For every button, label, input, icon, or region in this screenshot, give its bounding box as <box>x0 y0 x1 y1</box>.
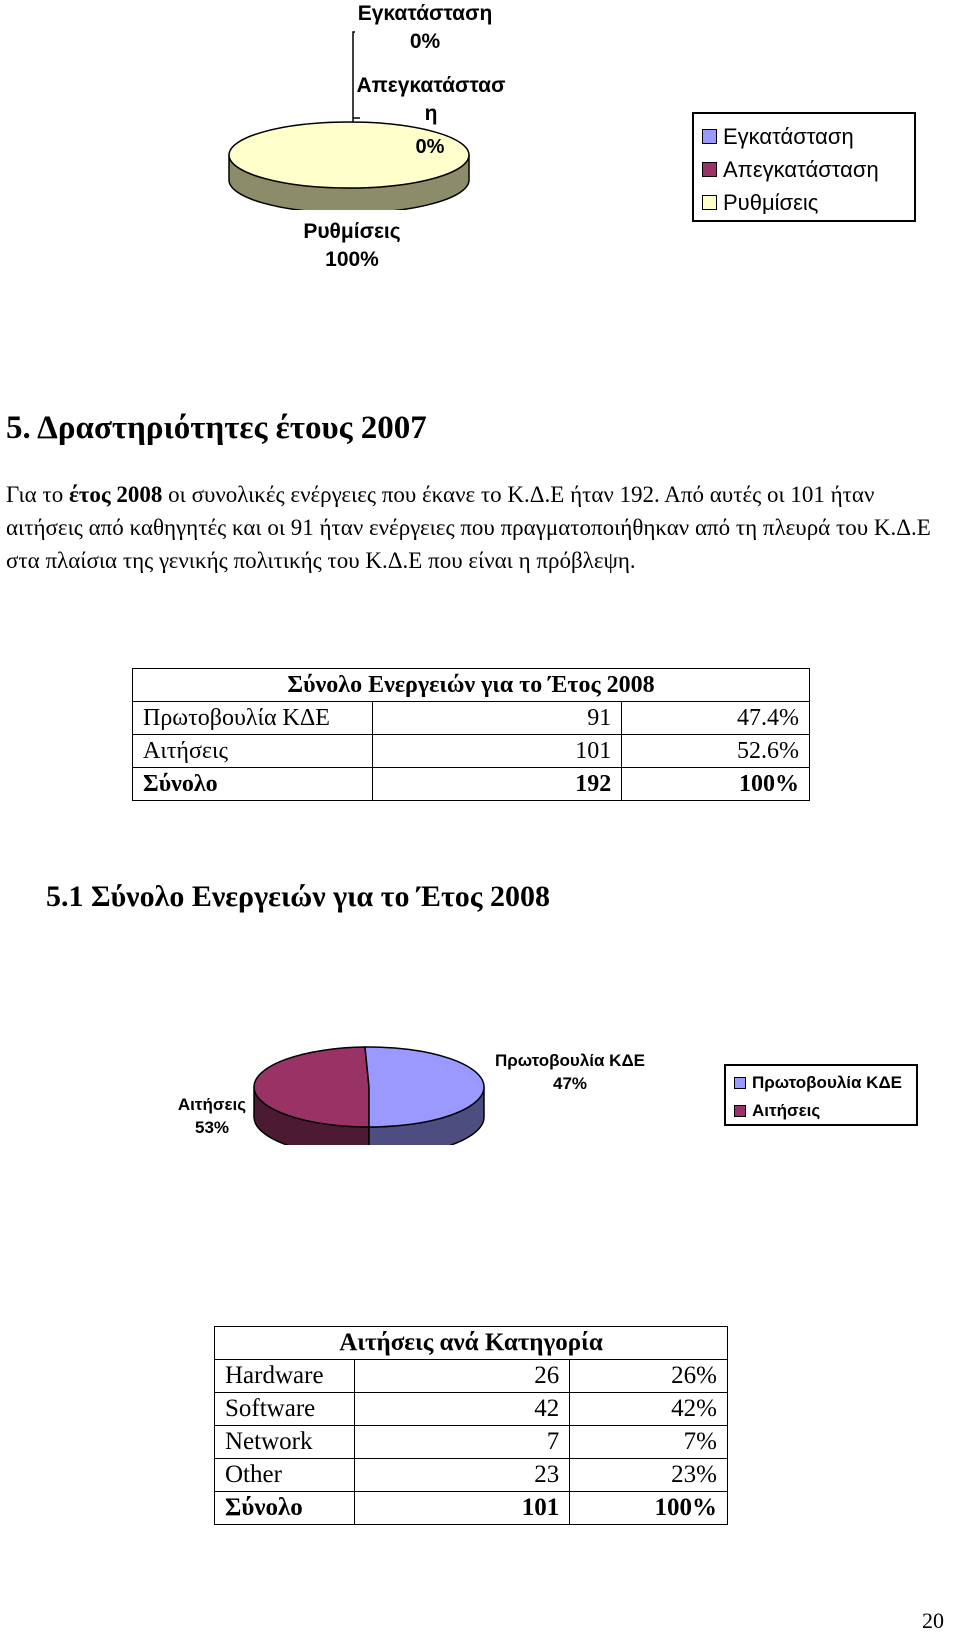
cell-count: 91 <box>372 702 621 735</box>
cell-count: 101 <box>354 1492 569 1525</box>
cell-count: 7 <box>354 1426 569 1459</box>
table-row <box>215 1393 728 1426</box>
legend-item-uninstall <box>702 153 906 186</box>
cell-pct: 26% <box>570 1360 728 1393</box>
cell-label: Σύνολο <box>215 1492 355 1525</box>
legend-swatch-uninstall <box>702 162 717 177</box>
table-row <box>133 702 810 735</box>
page-number: 20 <box>922 1608 944 1633</box>
cell-pct: 7% <box>570 1426 728 1459</box>
cell-label: Σύνολο <box>133 768 373 801</box>
table-total-row <box>215 1492 728 1525</box>
legend-swatch-initiative <box>734 1077 746 1089</box>
label-settings: Ρυθμίσεις 100% <box>303 220 401 272</box>
para-prefix: Για το <box>6 482 69 507</box>
legend-swatch-settings <box>702 195 717 210</box>
legend-swatch-requests <box>734 1105 746 1117</box>
legend-label-initiative: Πρωτοβουλία ΚΔΕ <box>752 1073 903 1092</box>
cell-count: 26 <box>354 1360 569 1393</box>
cell-pct: 100% <box>622 768 810 801</box>
table-title-row <box>215 1327 728 1360</box>
cell-count: 23 <box>354 1459 569 1492</box>
cell-pct: 47.4% <box>622 702 810 735</box>
pie-chart-2 <box>250 1040 490 1145</box>
cell-count: 192 <box>372 768 621 801</box>
cell-label: Hardware <box>215 1360 355 1393</box>
table-title: Αιτήσεις ανά Κατηγορία <box>215 1327 728 1360</box>
table-row <box>215 1459 728 1492</box>
section-5-heading: 5. Δραστηριότητες έτους 2007 <box>6 410 427 446</box>
legend-label-requests: Αιτήσεις <box>752 1101 821 1120</box>
legend-swatch-install <box>702 129 717 144</box>
table-title: Σύνολο Ενεργειών για το Έτος 2008 <box>133 669 810 702</box>
legend-label-install: Εγκατάσταση <box>723 123 854 149</box>
table-title-row <box>133 669 810 702</box>
section-5-paragraph <box>6 478 936 577</box>
cell-pct: 23% <box>570 1459 728 1492</box>
cell-label: Πρωτοβουλία ΚΔΕ <box>133 702 373 735</box>
cell-label: Network <box>215 1426 355 1459</box>
table-row <box>215 1426 728 1459</box>
legend-label-settings: Ρυθμίσεις <box>723 189 819 215</box>
table-total-row <box>133 768 810 801</box>
cell-pct: 42% <box>570 1393 728 1426</box>
cell-label: Αιτήσεις <box>133 735 373 768</box>
cell-pct: 100% <box>570 1492 728 1525</box>
table-row <box>133 735 810 768</box>
chart2-legend <box>724 1064 918 1126</box>
legend-item-initiative <box>734 1069 908 1097</box>
label-uninstall-pct: 0% <box>415 136 445 158</box>
chart1-legend <box>692 112 916 222</box>
legend-item-requests <box>734 1097 908 1125</box>
legend-label-uninstall: Απεγκατάσταση <box>723 156 879 182</box>
label-uninstall: Απεγκατάστασ η <box>356 74 506 126</box>
cell-count: 42 <box>354 1393 569 1426</box>
cell-count: 101 <box>372 735 621 768</box>
para-bold-year: έτος 2008 <box>68 482 163 507</box>
section-5-1-heading: 5.1 Σύνολο Ενεργειών για το Έτος 2008 <box>46 880 550 913</box>
table-total-actions-2008 <box>132 668 810 801</box>
table-row <box>215 1360 728 1393</box>
para-rest: οι συνολικές ενέργειες που έκανε το Κ.Δ.Ε ήταν 192. Από αυτές οι 101 ήταν αιτήσεις από καθηγητές και οι 91 ήταν ενέργειες που πραγματοποιήθηκαν από τη πλευρά του Κ.Δ.Ε στα πλαίσια της γενικής πολιτικής του Κ.Δ.Ε που είναι η πρόβλεψη. <box>6 482 931 573</box>
legend-item-install <box>702 120 906 153</box>
table-requests-by-category <box>214 1326 728 1525</box>
label-requests: Αιτήσεις 53% <box>177 1095 247 1137</box>
label-install: Εγκατάσταση 0% <box>357 2 493 54</box>
legend-item-settings <box>702 186 906 219</box>
label-initiative: Πρωτοβουλία ΚΔΕ 47% <box>494 1051 646 1093</box>
cell-label: Other <box>215 1459 355 1492</box>
cell-pct: 52.6% <box>622 735 810 768</box>
cell-label: Software <box>215 1393 355 1426</box>
